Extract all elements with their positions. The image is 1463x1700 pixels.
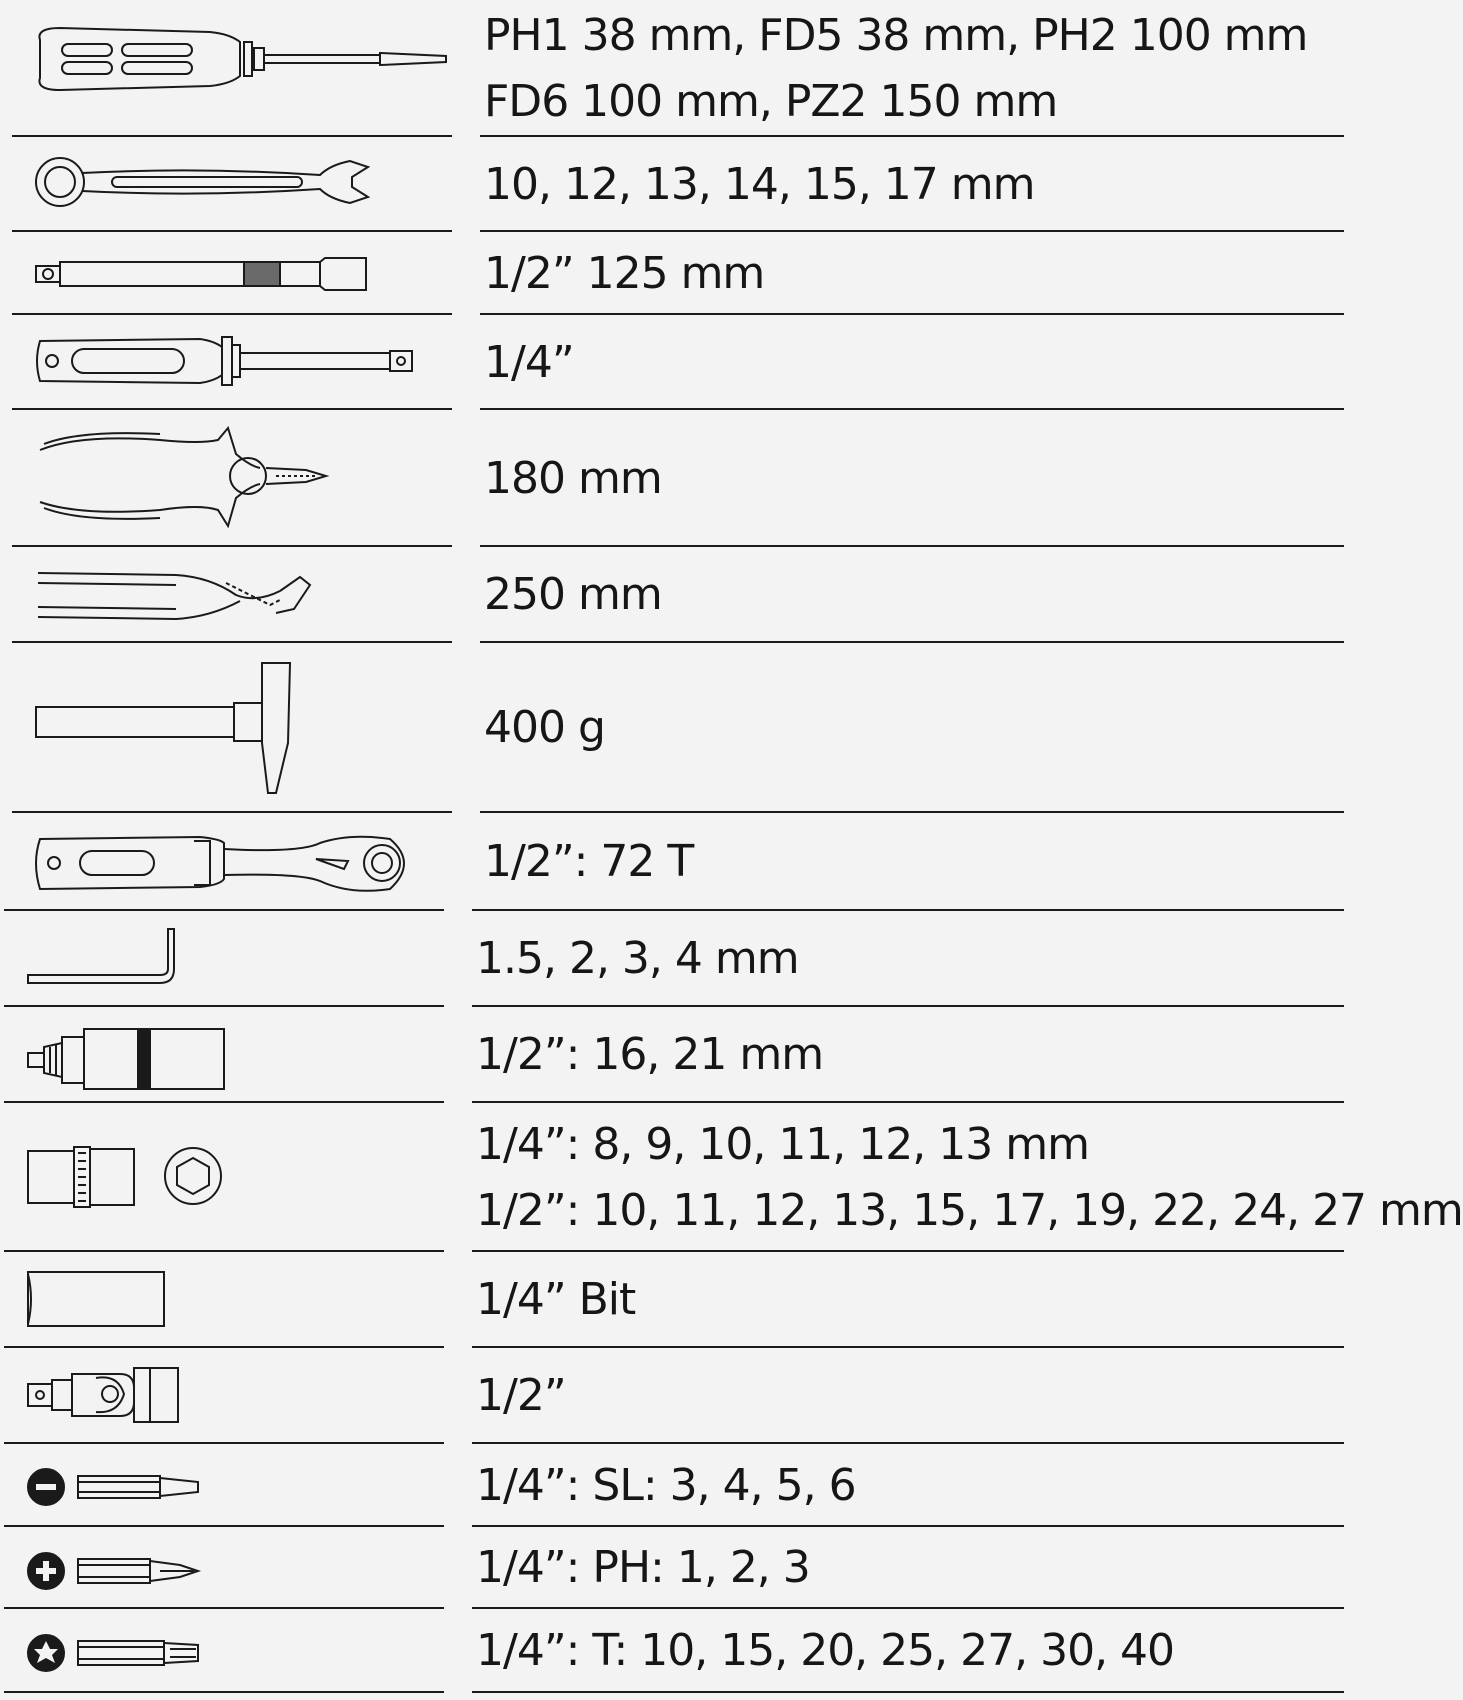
bit-driver-icon [0,315,460,410]
tool-row-spark-plug-socket [0,1007,1344,1103]
tool-row-hammer [0,643,1344,813]
combination-wrench-icon [0,137,460,232]
spec-line: 1/4”: PH: 1, 2, 3 [476,1542,810,1593]
spark-plug-socket-icon [0,1007,460,1103]
spec-line: 1/4” [484,336,574,388]
tool-row-hex-key [0,911,1344,1007]
hex-key-icon [0,911,460,1007]
spec-line: 1/2”: 72 T [484,836,694,887]
tool-row-phillips-bits [0,1527,1344,1609]
tool-spec [476,1609,1346,1693]
spec-line: 1/4” Bit [476,1274,636,1325]
tool-row-bit-holder [0,1252,1344,1348]
tool-row-wrench [0,137,1344,232]
slotted-bit-icon [0,1444,460,1527]
divider [4,1691,444,1693]
tool-row-extension [0,232,1344,315]
tool-spec [476,1007,1346,1103]
spec-line: 1.5, 2, 3, 4 mm [476,933,799,984]
tool-row-torx-bits [0,1609,1344,1693]
spec-line: 1/2”: 16, 21 mm [476,1029,824,1080]
water-pump-pliers-icon [0,547,460,643]
tool-spec [476,1348,1346,1444]
bit-holder-icon [0,1252,460,1348]
spec-line: 180 mm [484,452,662,504]
spec-line: 250 mm [484,569,662,620]
tool-row-ratchet [0,813,1344,911]
tool-row-pliers [0,410,1344,547]
tool-spec [484,0,1354,137]
spec-line: 1/4”: 8, 9, 10, 11, 12, 13 mm [476,1118,1089,1170]
tool-row-sockets [0,1103,1463,1252]
hammer-icon [0,643,460,813]
spec-line: 10, 12, 13, 14, 15, 17 mm [484,158,1035,210]
tool-row-universal-joint [0,1348,1344,1444]
tool-spec [476,1444,1346,1527]
torx-bit-icon [0,1609,460,1693]
phillips-bit-icon [0,1527,460,1609]
universal-joint-icon [0,1348,460,1444]
spec-line: 1/2”: 10, 11, 12, 13, 15, 17, 19, 22, 24, 27 mm [476,1184,1463,1236]
ratchet-icon [0,813,460,911]
spec-line: FD6 100 mm, PZ2 150 mm [484,75,1058,127]
tool-spec [484,315,1354,410]
tool-row-slotted-bits [0,1444,1344,1527]
extension-bar-icon [0,232,460,315]
tool-spec [476,1103,1463,1252]
tool-spec [476,1527,1346,1609]
tool-row-water-pump-pliers [0,547,1344,643]
spec-line: 400 g [484,702,605,753]
spec-line: 1/4”: T: 10, 15, 20, 25, 27, 30, 40 [476,1625,1175,1676]
tool-spec [484,547,1354,643]
tool-spec [476,911,1346,1007]
hex-socket-icon [0,1103,460,1252]
screwdriver-icon [0,0,460,137]
combination-pliers-icon [0,410,460,547]
tool-spec [484,232,1354,315]
tool-row-screwdriver [0,0,1344,137]
spec-line: PH1 38 mm, FD5 38 mm, PH2 100 mm [484,9,1308,61]
tool-spec [484,137,1354,232]
tool-spec [484,643,1354,813]
spec-line: 1/2” 125 mm [484,247,765,299]
divider [472,1691,1344,1693]
spec-line: 1/2” [476,1370,566,1421]
tool-spec [484,813,1354,911]
tool-row-bit-driver [0,315,1344,410]
spec-line: 1/4”: SL: 3, 4, 5, 6 [476,1459,856,1511]
tool-spec [484,410,1354,547]
tool-spec [476,1252,1346,1348]
